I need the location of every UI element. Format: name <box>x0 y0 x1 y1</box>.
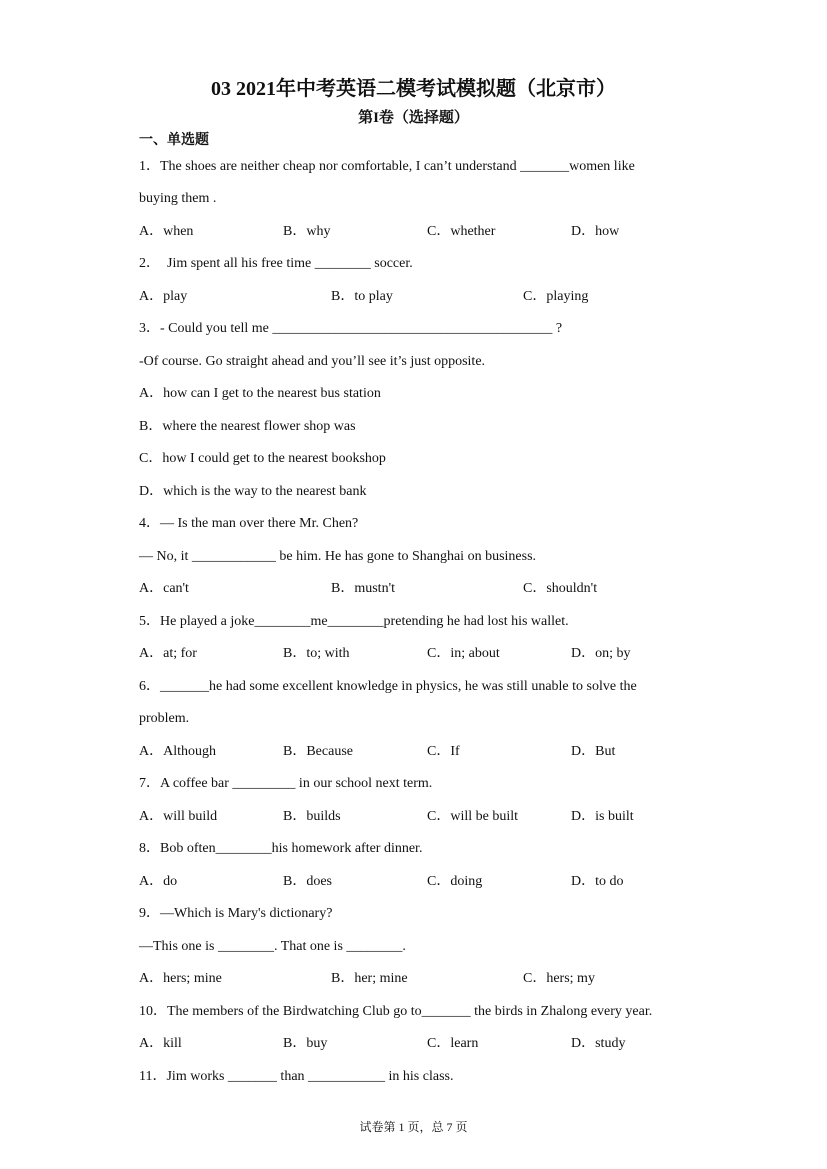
question-7-stem: 7．A coffee bar _________ in our school next term. <box>139 776 433 791</box>
question-6-option-d[interactable]: D．But <box>571 744 616 759</box>
question-1-option-c[interactable]: C．whether <box>427 224 496 239</box>
question-8-option-b[interactable]: B．does <box>283 874 332 889</box>
question-11-stem: 11．Jim works _______ than ___________ in his class. <box>139 1069 454 1084</box>
question-4-stem: 4．— Is the man over there Mr. Chen? <box>139 516 359 531</box>
question-6-option-c[interactable]: C．If <box>427 744 460 759</box>
question-9-stem: 9．—Which is Mary's dictionary? <box>139 906 333 921</box>
question-3-option-b[interactable]: B．where the nearest flower shop was <box>139 419 356 434</box>
page-title: 03 2021年中考英语二模考试模拟题（北京市） <box>211 78 616 100</box>
question-1-stem: 1．The shoes are neither cheap nor comfortable, I can’t understand _______women like <box>139 159 635 174</box>
question-1-option-b[interactable]: B．why <box>283 224 331 239</box>
question-8-option-c[interactable]: C．doing <box>427 874 483 889</box>
question-3-stem: 3．- Could you tell me ________________________________________ ? <box>139 321 563 336</box>
question-5-stem: 5．He played a joke________me________pretending he had lost his wallet. <box>139 614 569 629</box>
question-10-option-c[interactable]: C．learn <box>427 1036 479 1051</box>
question-5-option-c[interactable]: C．in; about <box>427 646 500 661</box>
question-4-option-c[interactable]: C．shouldn't <box>523 581 598 596</box>
question-2-option-b[interactable]: B．to play <box>331 289 393 304</box>
paper-part-heading: 第I卷（选择题） <box>358 110 469 126</box>
question-6-option-b[interactable]: B．Because <box>283 744 353 759</box>
question-1-option-a[interactable]: A．when <box>139 224 194 239</box>
question-1-stem-cont: buying them . <box>139 191 217 206</box>
page-footer: 试卷第 1 页，总 7 页 <box>359 1120 468 1134</box>
question-2-stem: 2． Jim spent all his free time ________ soccer. <box>139 256 413 271</box>
question-8-option-a[interactable]: A．do <box>139 874 178 889</box>
question-8-stem: 8．Bob often________his homework after dinner. <box>139 841 423 856</box>
question-3-option-d[interactable]: D．which is the way to the nearest bank <box>139 484 367 499</box>
question-6-stem: 6．_______he had some excellent knowledge in physics, he was still unable to solve the <box>139 679 637 694</box>
question-5-option-a[interactable]: A．at; for <box>139 646 197 661</box>
question-10-stem: 10．The members of the Birdwatching Club go to_______ the birds in Zhalong every year. <box>139 1004 653 1019</box>
question-5-option-b[interactable]: B．to; with <box>283 646 350 661</box>
question-4-option-b[interactable]: B．mustn't <box>331 581 395 596</box>
question-3-option-c[interactable]: C．how I could get to the nearest bookshop <box>139 451 386 466</box>
question-2-option-a[interactable]: A．play <box>139 289 188 304</box>
question-4-stem-cont: — No, it ____________ be him. He has gone to Shanghai on business. <box>139 549 537 564</box>
question-7-option-a[interactable]: A．will build <box>139 809 218 824</box>
question-9-option-a[interactable]: A．hers; mine <box>139 971 222 986</box>
question-9-option-b[interactable]: B．her; mine <box>331 971 408 986</box>
question-5-option-d[interactable]: D．on; by <box>571 646 631 661</box>
question-3-option-a[interactable]: A．how can I get to the nearest bus station <box>139 386 381 401</box>
section-heading: 一、单选题 <box>139 133 209 148</box>
question-10-option-b[interactable]: B．buy <box>283 1036 328 1051</box>
question-7-option-c[interactable]: C．will be built <box>427 809 518 824</box>
question-9-option-c[interactable]: C．hers; my <box>523 971 595 986</box>
question-6-option-a[interactable]: A．Although <box>139 744 216 759</box>
question-3-stem-cont: -Of course. Go straight ahead and you’ll see it’s just opposite. <box>139 354 486 369</box>
question-1-option-d[interactable]: D．how <box>571 224 620 239</box>
question-7-option-b[interactable]: B．builds <box>283 809 341 824</box>
question-4-option-a[interactable]: A．can't <box>139 581 189 596</box>
question-8-option-d[interactable]: D．to do <box>571 874 624 889</box>
question-2-option-c[interactable]: C．playing <box>523 289 589 304</box>
question-7-option-d[interactable]: D．is built <box>571 809 634 824</box>
question-10-option-a[interactable]: A．kill <box>139 1036 182 1051</box>
question-6-stem-cont: problem. <box>139 711 190 726</box>
question-9-stem-cont: —This one is ________. That one is ________. <box>139 939 406 954</box>
question-10-option-d[interactable]: D．study <box>571 1036 626 1051</box>
